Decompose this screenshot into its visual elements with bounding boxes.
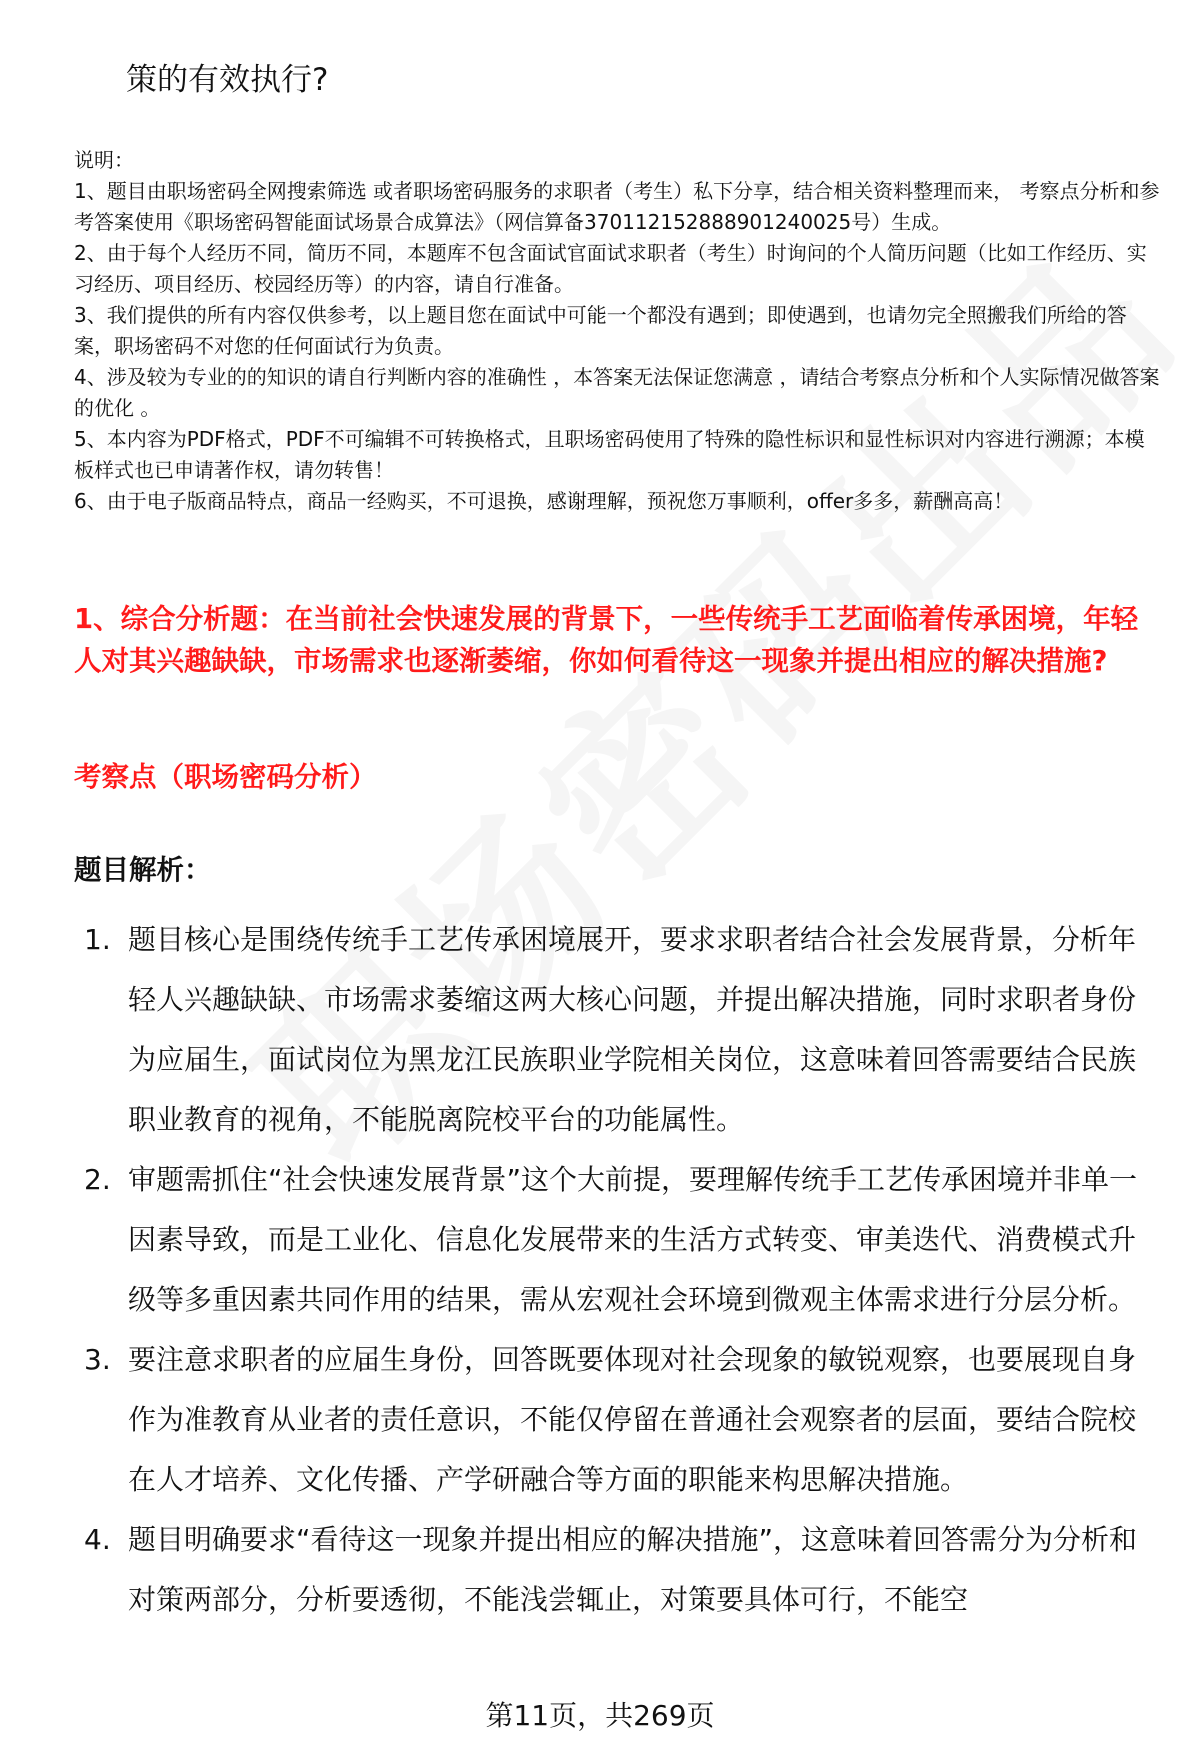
analysis-item: [84, 1510, 1140, 1630]
analysis-item-text: 要注意求职者的应届生身份，回答既要体现对社会现象的敏锐观察，也要展现自身作为准教育从业者的责任意识，不能仅停留在普通社会观察者的层面，要结合院校在人才培养、文化传播、产学研融合等方面的职能来构思解决措施。: [128, 1343, 1137, 1496]
notes-section: [74, 145, 1164, 517]
analysis-item-number: 2.: [84, 1163, 111, 1196]
note-item: 3、我们提供的所有内容仅供参考，以上题目您在面试中可能一个都没有遇到；即使遇到，也请勿完全照搬我们所给的答案，职场密码不对您的任何面试行为负责。: [74, 303, 1127, 358]
notes-title: 说明：: [74, 148, 134, 172]
note-item: 1、题目由职场密码全网搜索筛选 或者职场密码服务的求职者（考生）私下分享，结合相关资料整理而来， 考察点分析和参考答案使用《职场密码智能面试场景合成算法》（网信算备370112152888901240025号）生成。: [74, 179, 1160, 234]
previous-question-fragment: 策的有效执行?: [126, 62, 329, 98]
analysis-title: 题目解析：: [74, 853, 212, 886]
analysis-list: [84, 910, 1140, 1630]
note-item: 6、由于电子版商品特点，商品一经购买，不可退换，感谢理解，预祝您万事顺利，offer多多，薪酬高高！: [74, 489, 1014, 513]
note-item: 2、由于每个人经历不同，简历不同，本题库不包含面试官面试求职者（考生）时询问的个人简历问题（比如工作经历、实习经历、项目经历、校园经历等）的内容，请自行准备。: [74, 241, 1147, 296]
analysis-item: [84, 910, 1140, 1150]
note-item: 4、涉及较为专业的的知识的请自行判断内容的准确性 ，本答案无法保证您满意 ，请结合考察点分析和个人实际情况做答案的优化 。: [74, 365, 1160, 420]
note-item: 5、本内容为PDF格式，PDF不可编辑不可转换格式，且职场密码使用了特殊的隐性标识和显性标识对内容进行溯源；本模板样式也已申请著作权，请勿转售！: [74, 427, 1145, 482]
analysis-item-number: 3.: [84, 1343, 111, 1376]
question-heading: 1、综合分析题：在当前社会快速发展的背景下，一些传统手工艺面临着传承困境，年轻人对其兴趣缺缺，市场需求也逐渐萎缩，你如何看待这一现象并提出相应的解决措施?: [74, 602, 1139, 677]
analysis-item-number: 1.: [84, 923, 111, 956]
analysis-item-text: 审题需抓住“社会快速发展背景”这个大前提，要理解传统手工艺传承困境并非单一因素导致，而是工业化、信息化发展带来的生活方式转变、审美迭代、消费模式升级等多重因素共同作用的结果，需从宏观社会环境到微观主体需求进行分层分析。: [128, 1163, 1138, 1316]
analysis-item: [84, 1330, 1140, 1510]
page-footer: 第11页，共269页: [485, 1699, 715, 1732]
exam-point-title: 考察点（职场密码分析）: [74, 760, 377, 793]
analysis-item: [84, 1150, 1140, 1330]
analysis-item-number: 4.: [84, 1523, 111, 1556]
analysis-item-text: 题目核心是围绕传统手工艺传承困境展开，要求求职者结合社会发展背景，分析年轻人兴趣缺缺、市场需求萎缩这两大核心问题，并提出解决措施，同时求职者身份为应届生，面试岗位为黑龙江民族职业学院相关岗位，这意味着回答需要结合民族职业教育的视角，不能脱离院校平台的功能属性。: [128, 923, 1137, 1136]
analysis-item-text: 题目明确要求“看待这一现象并提出相应的解决措施”，这意味着回答需分为分析和对策两部分，分析要透彻，不能浅尝辄止，对策要具体可行，不能空: [128, 1523, 1138, 1616]
